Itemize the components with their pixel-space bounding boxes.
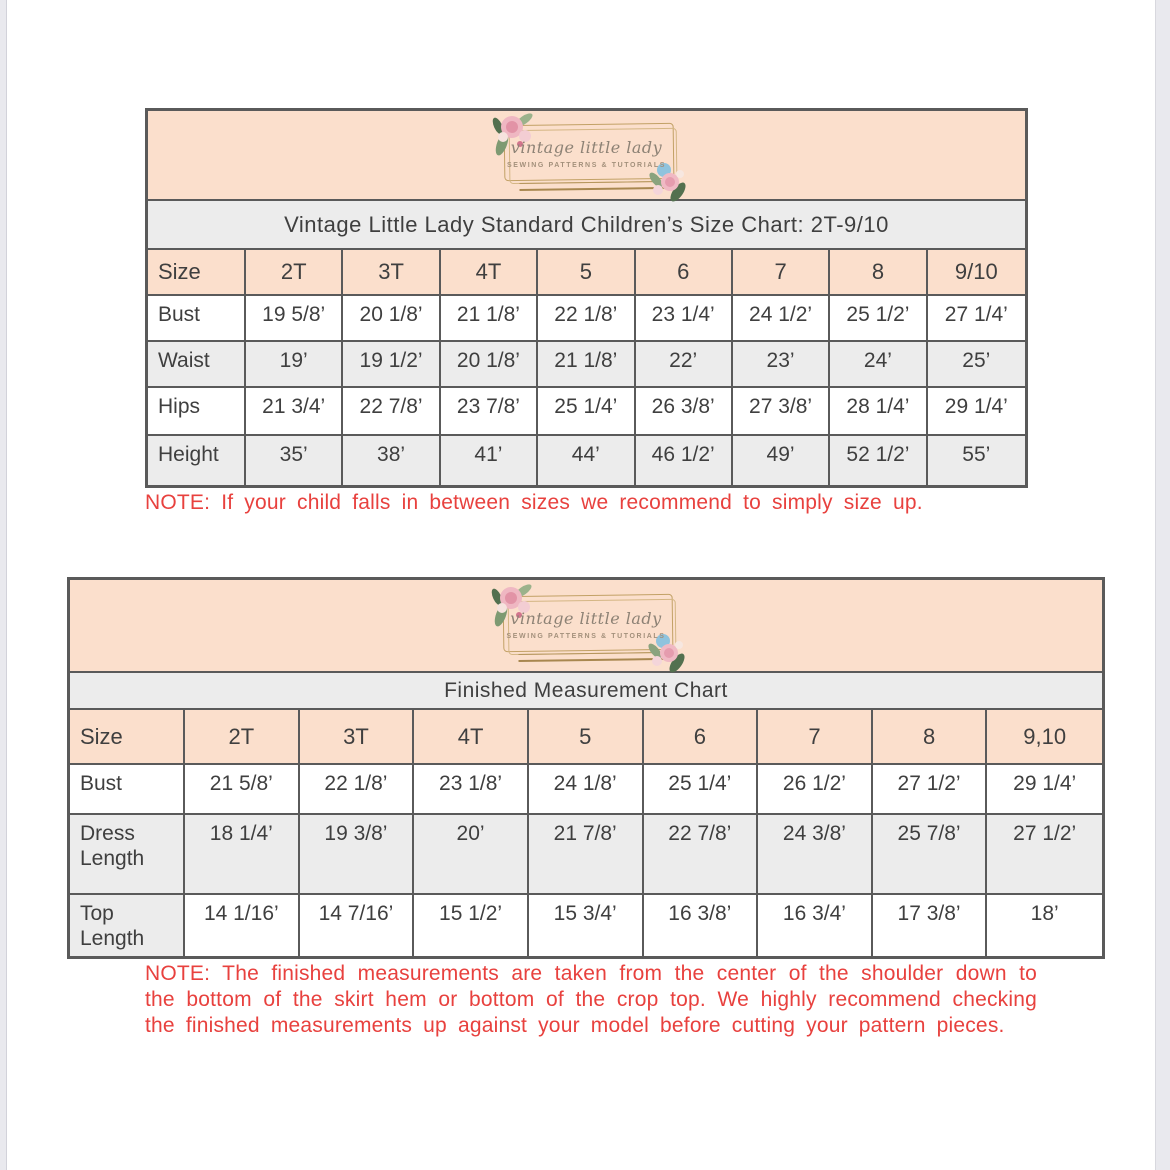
measurement-cell: 18’ xyxy=(1030,902,1059,925)
measurement-cell: 27 1/2’ xyxy=(1013,822,1077,845)
measurement-cell: 16 3/8’ xyxy=(644,895,759,956)
brand-logo xyxy=(481,585,691,667)
measurement-cell: 23 1/4’ xyxy=(636,296,733,340)
measurement-cell: 23 1/8’ xyxy=(414,765,529,813)
measurement-cell: 23’ xyxy=(733,342,830,386)
measurement-cell: 22 1/8’ xyxy=(538,296,635,340)
measurement-cell: 44’ xyxy=(538,436,635,485)
measurement-cell: 21 5/8’ xyxy=(185,765,300,813)
measurement-cell: 21 1/8’ xyxy=(441,296,538,340)
measurement-cell: 24 1/2’ xyxy=(733,296,830,340)
size-column-header: 5 xyxy=(538,250,635,294)
measurement-cell: 27 1/4’ xyxy=(944,303,1008,326)
floral-decoration-icon xyxy=(644,152,690,202)
size-column-header: 8 xyxy=(873,710,988,763)
size-column-header: 2T xyxy=(246,250,343,294)
row-label: Height xyxy=(148,436,246,485)
table-row xyxy=(70,815,1102,895)
size-column-header: 2T xyxy=(185,710,300,763)
measurement-cell: 24 1/8’ xyxy=(529,765,644,813)
table-row xyxy=(148,388,1025,436)
size-column-header: 9/10 xyxy=(954,259,998,284)
finished-measurement-table xyxy=(67,577,1105,959)
size-chart-title: Vintage Little Lady Standard Children’s Size Chart: 2T-9/10 xyxy=(148,201,1025,250)
logo-script-text: vintage little lady xyxy=(510,138,663,157)
brand-logo xyxy=(482,114,692,196)
row-label: Waist xyxy=(148,342,246,386)
brand-banner xyxy=(148,111,1025,201)
measurement-cell: 25 1/4’ xyxy=(644,765,759,813)
measurement-cell: 14 1/16’ xyxy=(185,895,300,956)
measurement-cell: 19 1/2’ xyxy=(343,342,440,386)
finished-chart-note: NOTE: The finished measurements are taken from the center of the shoulder down to the bottom of the skirt hem or bottom of the crop top. We highly recommend checking the finished measurements up against your model before cutting your pattern pieces. xyxy=(145,962,1037,1037)
size-column-header: 8 xyxy=(830,250,927,294)
size-column-header: 9,10 xyxy=(1023,723,1067,749)
standard-size-chart-table xyxy=(145,108,1028,488)
finished-chart-title: Finished Measurement Chart xyxy=(70,673,1102,710)
measurement-cell: 25 1/4’ xyxy=(538,388,635,434)
table-row xyxy=(148,342,1025,388)
measurement-cell: 15 1/2’ xyxy=(414,895,529,956)
size-header-row xyxy=(148,250,1025,296)
page-edge-left xyxy=(0,0,7,1170)
size-column-header: 7 xyxy=(733,250,830,294)
measurement-cell: 29 1/4’ xyxy=(1013,772,1077,795)
measurement-cell: 41’ xyxy=(441,436,538,485)
measurement-cell: 22 7/8’ xyxy=(343,388,440,434)
size-chart-note: NOTE: If your child falls in between sizes we recommend to simply size up. xyxy=(145,491,923,514)
measurement-cell: 19 3/8’ xyxy=(300,815,415,893)
measurement-cell: 26 1/2’ xyxy=(758,765,873,813)
measurement-cell: 20 1/8’ xyxy=(441,342,538,386)
table-row xyxy=(148,436,1025,485)
measurement-cell: 21 3/4’ xyxy=(246,388,343,434)
table-row xyxy=(70,895,1102,956)
size-column-header: 7 xyxy=(758,710,873,763)
logo-script-text: vintage little lady xyxy=(510,608,662,628)
measurement-cell: 20’ xyxy=(414,815,529,893)
measurement-cell: 19’ xyxy=(246,342,343,386)
measurement-cell: 27 1/2’ xyxy=(873,765,988,813)
size-header-label: Size xyxy=(70,710,185,763)
brand-banner xyxy=(70,580,1102,673)
size-column-header: 4T xyxy=(441,250,538,294)
size-header-row xyxy=(70,710,1102,765)
measurement-cell: 23 7/8’ xyxy=(441,388,538,434)
measurement-cell: 24’ xyxy=(830,342,927,386)
size-column-header: 5 xyxy=(529,710,644,763)
measurement-cell: 26 3/8’ xyxy=(636,388,733,434)
measurement-cell: 27 3/8’ xyxy=(733,388,830,434)
measurement-cell: 29 1/4’ xyxy=(944,395,1008,418)
size-column-header: 3T xyxy=(300,710,415,763)
measurement-cell: 22 1/8’ xyxy=(300,765,415,813)
measurement-cell: 20 1/8’ xyxy=(343,296,440,340)
measurement-cell: 17 3/8’ xyxy=(873,895,988,956)
measurement-cell: 15 3/4’ xyxy=(529,895,644,956)
measurement-cell: 16 3/4’ xyxy=(758,895,873,956)
measurement-cell: 25’ xyxy=(962,349,991,372)
measurement-cell: 38’ xyxy=(343,436,440,485)
measurement-cell: 25 7/8’ xyxy=(873,815,988,893)
table-row xyxy=(148,296,1025,342)
measurement-cell: 46 1/2’ xyxy=(636,436,733,485)
measurement-cell: 28 1/4’ xyxy=(830,388,927,434)
measurement-cell: 18 1/4’ xyxy=(185,815,300,893)
row-label: Bust xyxy=(148,296,246,340)
measurement-cell: 21 1/8’ xyxy=(538,342,635,386)
measurement-cell: 22’ xyxy=(636,342,733,386)
page-edge-right xyxy=(1155,0,1170,1170)
measurement-cell: 21 7/8’ xyxy=(529,815,644,893)
logo-subtitle: SEWING PATTERNS & TUTORIALS xyxy=(506,632,666,640)
row-label: Hips xyxy=(148,388,246,434)
size-column-header: 4T xyxy=(414,710,529,763)
row-label: Top Length xyxy=(70,895,185,956)
logo-subtitle: SEWING PATTERNS & TUTORIALS xyxy=(506,162,667,169)
size-column-header: 3T xyxy=(343,250,440,294)
measurement-cell: 24 3/8’ xyxy=(758,815,873,893)
measurement-cell: 52 1/2’ xyxy=(830,436,927,485)
measurement-cell: 49’ xyxy=(733,436,830,485)
floral-decoration-icon xyxy=(643,623,689,673)
row-label: Bust xyxy=(70,765,185,813)
measurement-cell: 22 7/8’ xyxy=(644,815,759,893)
size-column-header: 6 xyxy=(636,250,733,294)
table-row xyxy=(70,765,1102,815)
measurement-cell: 19 5/8’ xyxy=(246,296,343,340)
row-label: Dress Length xyxy=(70,815,185,893)
size-column-header: 6 xyxy=(644,710,759,763)
measurement-cell: 14 7/16’ xyxy=(300,895,415,956)
measurement-cell: 25 1/2’ xyxy=(830,296,927,340)
size-header-label: Size xyxy=(148,250,246,294)
measurement-cell: 35’ xyxy=(246,436,343,485)
measurement-cell: 55’ xyxy=(962,443,991,466)
